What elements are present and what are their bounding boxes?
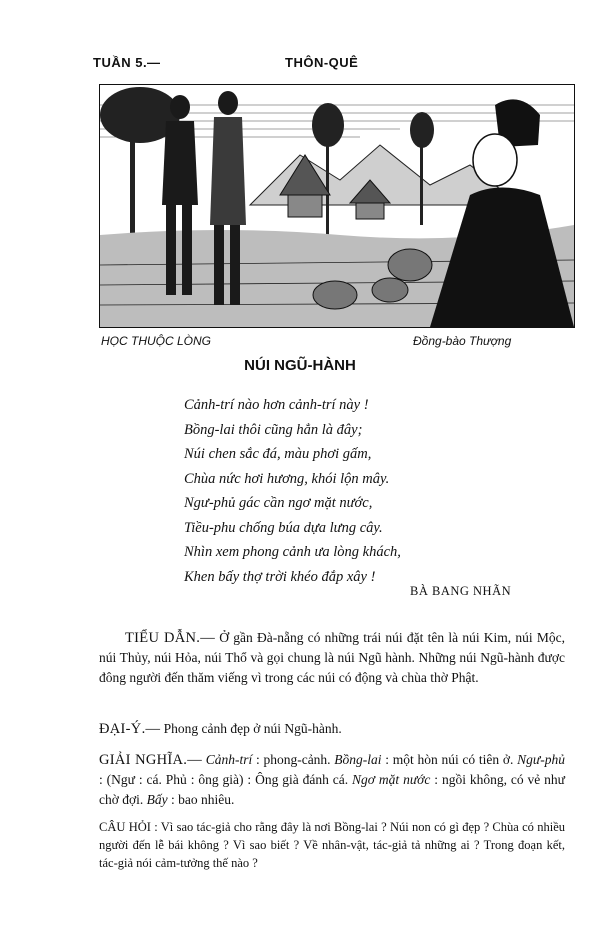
vocab-term: Ngư-phủ bbox=[517, 752, 565, 767]
vocab-paragraph bbox=[99, 750, 565, 810]
vocab-def: : một hòn núi có tiên ở. bbox=[381, 752, 518, 767]
lesson-type-label: HỌC THUỘC LÒNG bbox=[101, 334, 212, 348]
poem-title: NÚI NGŨ-HÀNH bbox=[244, 357, 356, 374]
intro-heading: TIỂU DẪN.— bbox=[125, 630, 216, 646]
illustration-caption: Đồng-bào Thượng bbox=[413, 334, 512, 348]
poem-line: Cảnh-trí nào hơn cảnh-trí này ! bbox=[184, 397, 369, 413]
vocab-term: Cảnh-trí bbox=[202, 752, 253, 767]
meaning-heading: ĐẠI-Ý.— bbox=[99, 721, 161, 737]
week-label: TUẦN 5.— bbox=[93, 55, 161, 70]
vocab-def: : (Ngư : cá. Phủ : ông già) : Ông già đánh cá. bbox=[99, 772, 353, 787]
poem-line: Chùa nức hơi hương, khói lộn mây. bbox=[184, 470, 390, 487]
poem-author: BÀ BANG NHÃN bbox=[410, 584, 512, 598]
illustration bbox=[99, 84, 575, 328]
meaning-paragraph bbox=[99, 719, 565, 739]
vocab-term: Ngơ mặt nước bbox=[352, 772, 431, 787]
vocab-def: : ngồi không, có vẻ như chờ đợi. bbox=[99, 772, 566, 807]
poem-line: Núi chen sắc đá, màu phơi gấm, bbox=[184, 446, 372, 462]
poem-line: Tiều-phu chống búa dựa lưng cây. bbox=[184, 519, 383, 536]
vocab-def: : phong-cảnh. bbox=[252, 752, 335, 767]
section-title: THÔN-QUÊ bbox=[285, 55, 359, 70]
intro-text: Ở gần Đà-nẵng có những trái núi đặt tên là núi Kim, núi Mộc, núi Thủy, núi Hỏa, núi Thổ và gọi chung là núi Ngũ hành. Những núi Ngũ-hành được đông người đến thăm viếng vì trong các núi có động và chùa thờ Phật. bbox=[99, 630, 565, 685]
vocab-term: Bấy bbox=[146, 792, 168, 807]
village-highlands-scene-icon bbox=[100, 85, 574, 327]
poem-line: Nhìn xem phong cảnh ưa lòng khách, bbox=[184, 544, 401, 560]
meaning-text: Phong cảnh đẹp ở núi Ngũ-hành. bbox=[160, 721, 342, 736]
poem bbox=[184, 393, 401, 589]
intro-paragraph bbox=[99, 628, 565, 688]
questions-paragraph: CÂU HỎI : Vì sao tác-giả cho rằng đây là nơi Bồng-lai ? Núi non có gì đẹp ? Chùa có nhiều người đến lễ bái không ? Vì sao biết ? Về nhân-vật, tác-giả tả những ai ? Trong đoạn kết, tác-giả nói cảm-tưởng thế nào ? bbox=[99, 820, 565, 870]
poem-line: Ngư-phủ gác cần ngơ mặt nước, bbox=[184, 495, 373, 511]
vocab-term: Bồng-lai bbox=[334, 752, 382, 767]
vocab-heading: GIẢI NGHĨA.— bbox=[99, 752, 203, 768]
vocab-def: : bao nhiêu. bbox=[167, 792, 235, 807]
poem-line: Khen bấy thợ trời khéo đắp xây ! bbox=[184, 568, 376, 585]
poem-line: Bồng-lai thôi cũng hẳn là đây; bbox=[184, 421, 363, 438]
